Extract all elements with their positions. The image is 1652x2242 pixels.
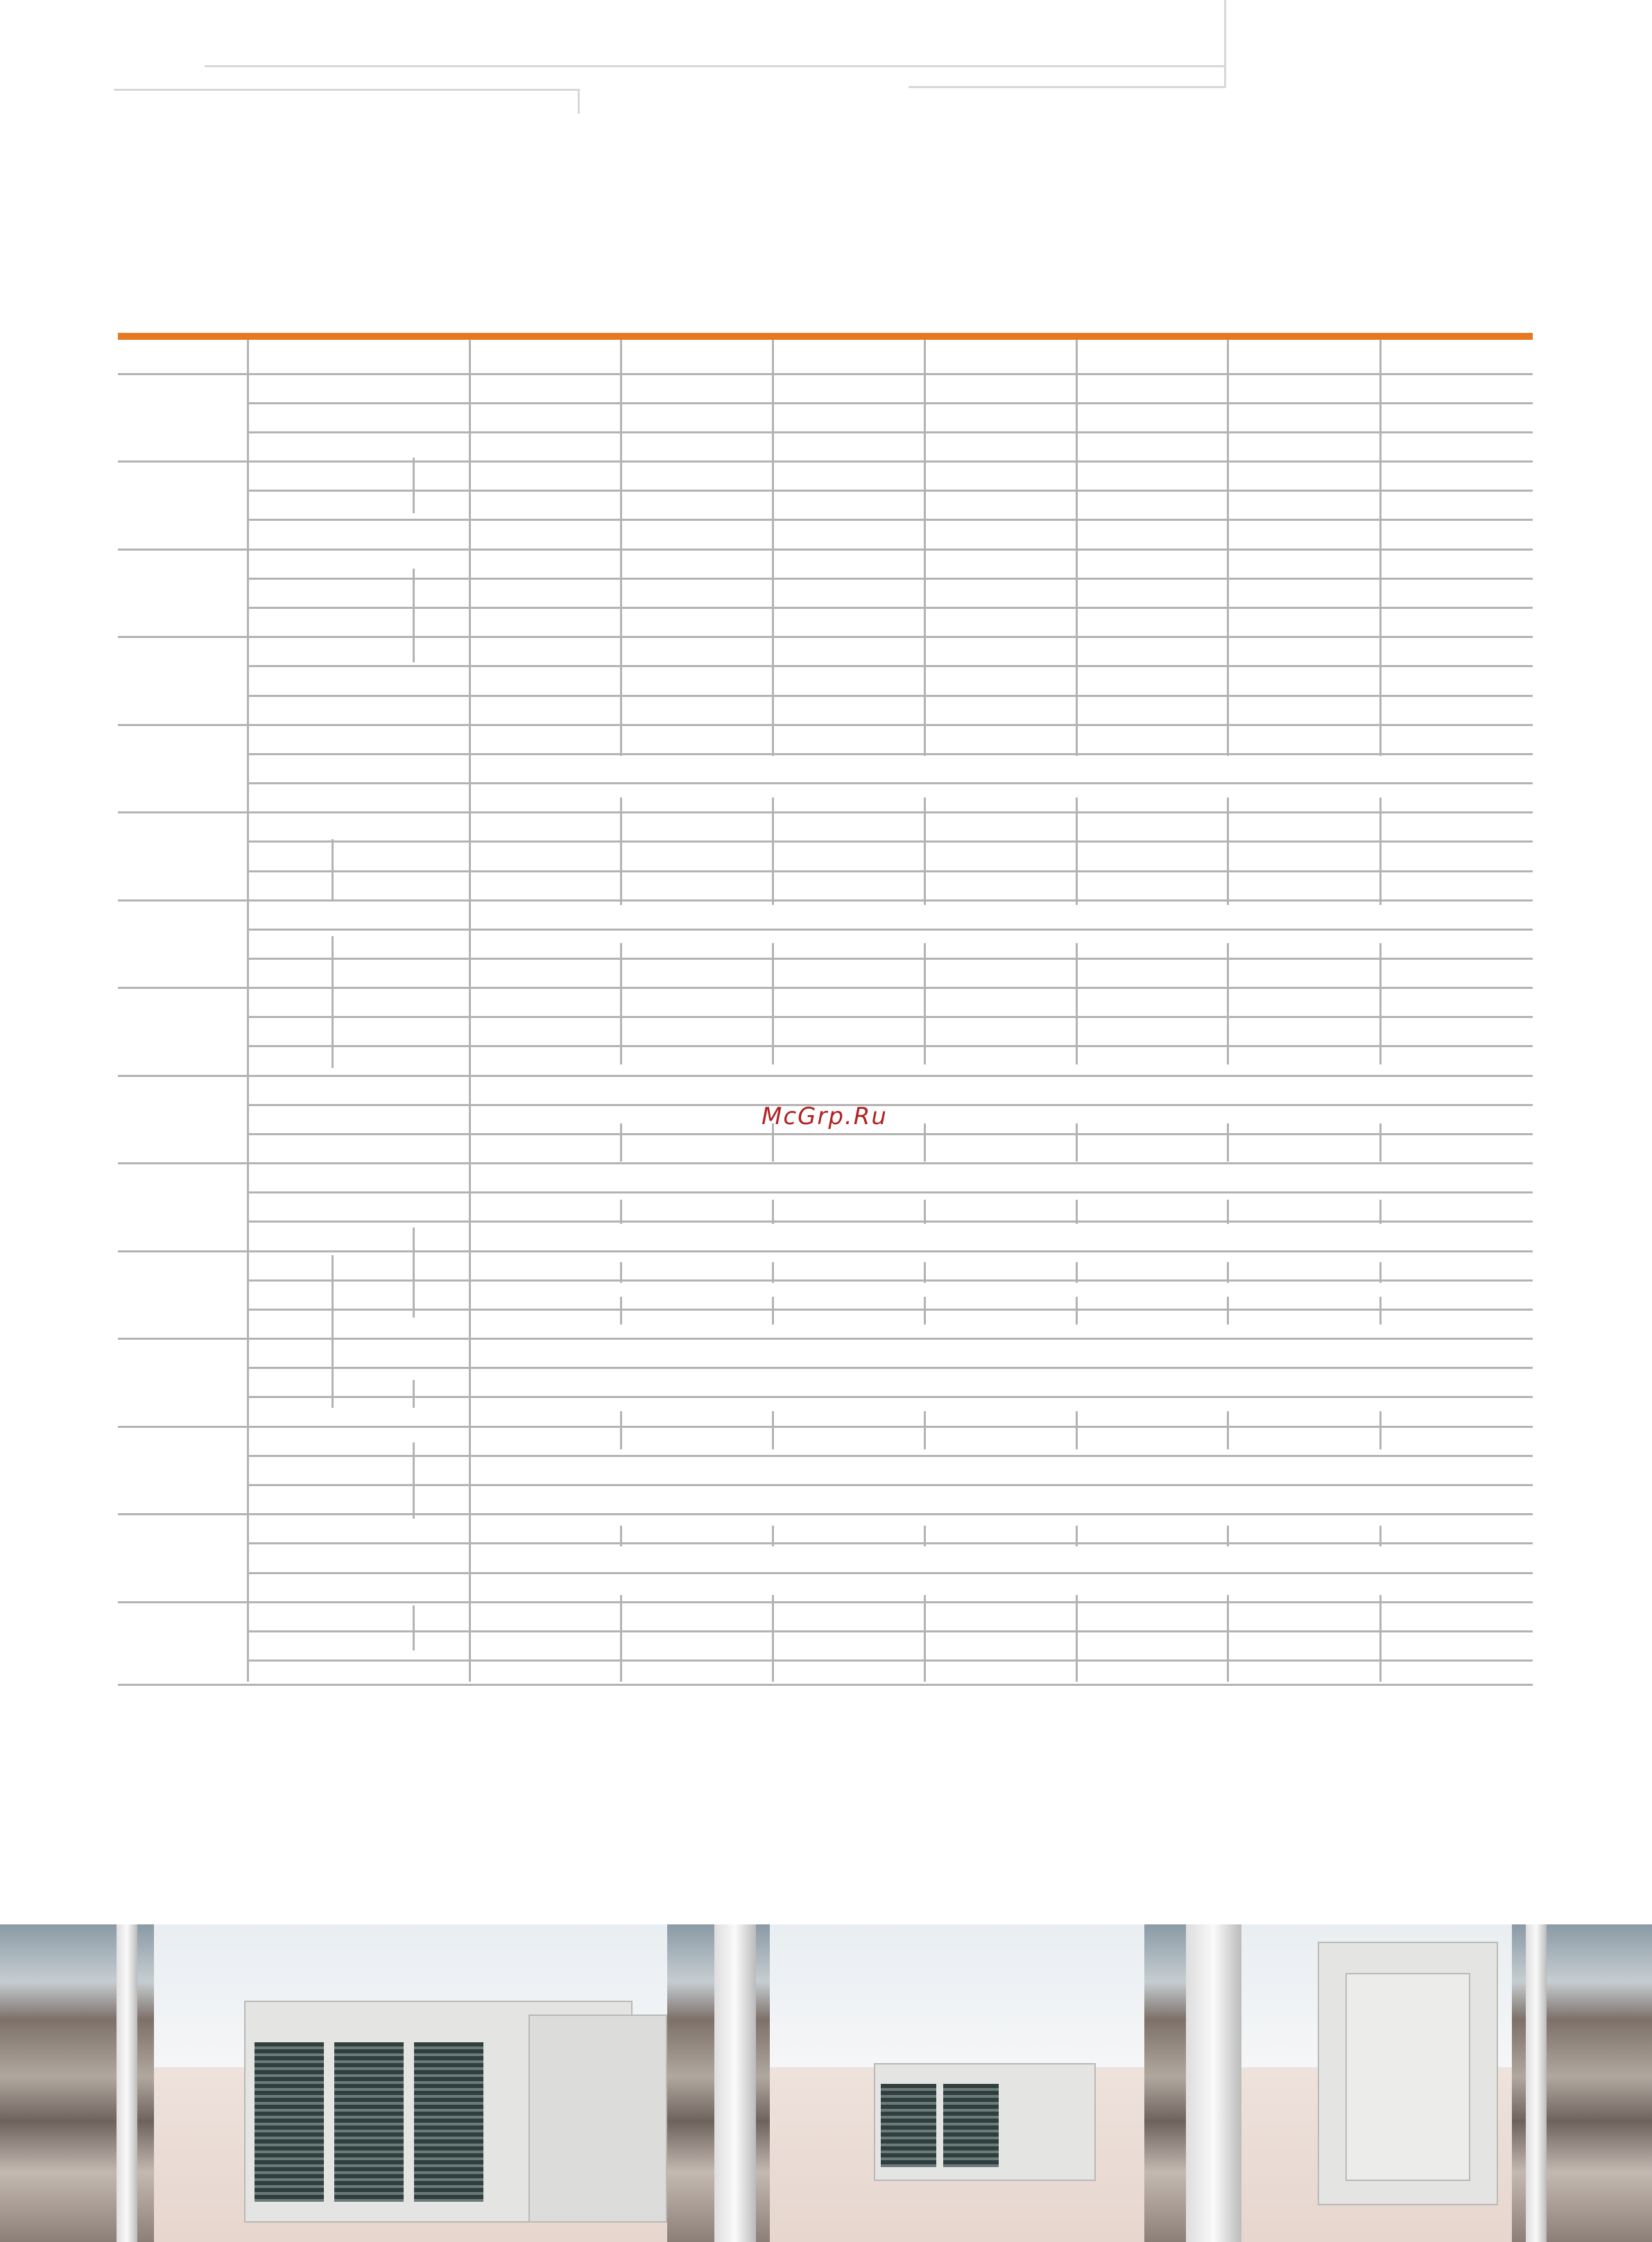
spec-table-model-divider bbox=[620, 1595, 622, 1682]
spec-table-model-divider bbox=[924, 1200, 926, 1224]
spec-table-sub-divider bbox=[332, 1255, 334, 1408]
spec-table-row-line bbox=[118, 1075, 1533, 1077]
spec-table-row-line bbox=[247, 578, 1533, 580]
spec-table-row-line bbox=[118, 1250, 1533, 1252]
spec-table-row-line bbox=[247, 1104, 1533, 1106]
outdoor-units-photo bbox=[770, 1924, 1144, 2242]
spec-table-model-divider bbox=[772, 340, 774, 756]
spec-table-row-line bbox=[118, 1513, 1533, 1515]
photo-divider bbox=[1526, 1924, 1547, 2242]
spec-table-model-divider bbox=[620, 340, 622, 756]
spec-table-model-divider bbox=[924, 1297, 926, 1325]
spec-table-row-line bbox=[118, 373, 1533, 375]
spec-table-model-divider bbox=[1227, 1262, 1229, 1283]
spec-table-model-divider bbox=[1227, 1200, 1229, 1224]
photo-divider bbox=[1186, 1924, 1241, 2242]
spec-table-row-line bbox=[247, 607, 1533, 609]
header-rule-left bbox=[114, 89, 580, 91]
spec-table-sub-divider bbox=[413, 1442, 415, 1519]
spec-table-row-line bbox=[247, 1309, 1533, 1311]
spec-table-model-divider bbox=[1379, 1200, 1382, 1224]
spec-table-row-line bbox=[247, 753, 1533, 755]
spec-table-row-line bbox=[247, 958, 1533, 960]
spec-table-sub-divider bbox=[413, 569, 415, 662]
header-rule-left-vertical bbox=[578, 89, 580, 114]
spec-table-model-divider bbox=[1379, 1526, 1382, 1546]
watermark: McGrp.Ru bbox=[762, 1103, 888, 1130]
spec-table-row-line bbox=[247, 1133, 1533, 1135]
spec-table-model-divider bbox=[1379, 1411, 1382, 1449]
header-rule-top bbox=[205, 65, 1225, 67]
spec-table-model-divider bbox=[772, 1200, 774, 1224]
spec-table-row-line bbox=[118, 1601, 1533, 1603]
spec-table-model-divider bbox=[620, 943, 622, 1064]
spec-table-row-line bbox=[247, 1016, 1533, 1018]
spec-table-model-divider bbox=[1076, 943, 1078, 1064]
spec-table-model-divider bbox=[772, 1297, 774, 1325]
spec-table-sub-divider bbox=[332, 839, 334, 902]
spec-table-row-line bbox=[247, 431, 1533, 433]
spec-table-model-divider bbox=[924, 943, 926, 1064]
spec-table-model-divider bbox=[1076, 797, 1078, 905]
spec-table-model-divider bbox=[772, 1411, 774, 1449]
spec-table-row-line bbox=[247, 1630, 1533, 1632]
spec-table-row-line bbox=[118, 1338, 1533, 1340]
spec-table-row-line bbox=[247, 1221, 1533, 1223]
spec-table-sub-divider bbox=[413, 1605, 415, 1650]
spec-table-row-line bbox=[247, 870, 1533, 872]
spec-table-model-divider bbox=[1076, 1595, 1078, 1682]
spec-table-row-line bbox=[118, 724, 1533, 726]
spec-table-row-line bbox=[118, 1426, 1533, 1428]
spec-table-model-divider bbox=[1076, 340, 1078, 756]
spec-table-row-line bbox=[247, 1191, 1533, 1193]
spec-table-model-divider bbox=[1379, 1595, 1382, 1682]
spec-table-row-line bbox=[247, 1279, 1533, 1282]
spec-table-row-line bbox=[247, 695, 1533, 697]
spec-table-model-divider bbox=[924, 1595, 926, 1682]
spec-table-row-line bbox=[247, 519, 1533, 521]
spec-table-row-line bbox=[247, 1396, 1533, 1398]
spec-table-row-line bbox=[118, 1684, 1533, 1686]
spec-table-model-divider bbox=[1076, 1411, 1078, 1449]
spec-table-model-divider bbox=[1379, 797, 1382, 905]
spec-table-model-divider bbox=[1227, 1297, 1229, 1325]
spec-table-model-divider bbox=[772, 1526, 774, 1546]
spec-table-model-divider bbox=[924, 1123, 926, 1162]
outdoor-units-photo bbox=[1241, 1924, 1512, 2242]
spec-table-model-divider bbox=[1227, 1526, 1229, 1546]
spec-table-row-line bbox=[247, 665, 1533, 667]
spec-table-model-divider bbox=[1076, 1262, 1078, 1283]
spec-table-model-divider bbox=[1076, 1297, 1078, 1325]
spec-table-row-line bbox=[247, 1659, 1533, 1662]
spec-table-row-line bbox=[247, 1455, 1533, 1457]
spec-table-model-divider bbox=[772, 1595, 774, 1682]
spec-table-row-line bbox=[247, 402, 1533, 404]
spec-table-label-divider bbox=[469, 340, 471, 1682]
spec-table-model-divider bbox=[620, 1297, 622, 1325]
spec-table-row-line bbox=[118, 811, 1533, 813]
spec-table-sub-divider bbox=[413, 1380, 415, 1408]
spec-table-row-line bbox=[247, 1542, 1533, 1544]
photo-divider bbox=[714, 1924, 756, 2242]
spec-table-model-divider bbox=[924, 1262, 926, 1283]
spec-table-row-line bbox=[118, 899, 1533, 902]
spec-table-row-line bbox=[118, 549, 1533, 551]
spec-table-model-divider bbox=[772, 943, 774, 1064]
spec-table-model-divider bbox=[1379, 1262, 1382, 1283]
spec-table-row-line bbox=[247, 1367, 1533, 1369]
photo-divider bbox=[117, 1924, 137, 2242]
spec-table-model-divider bbox=[620, 1200, 622, 1224]
spec-table-row-line bbox=[118, 1162, 1533, 1164]
outdoor-units-photo bbox=[154, 1924, 667, 2242]
spec-table-model-divider bbox=[620, 1123, 622, 1162]
spec-table-model-divider bbox=[1227, 943, 1229, 1064]
spec-table-model-divider bbox=[1227, 797, 1229, 905]
spec-table-row-line bbox=[118, 987, 1533, 989]
spec-table-model-divider bbox=[620, 797, 622, 905]
spec-table-model-divider bbox=[924, 340, 926, 756]
spec-table-model-divider bbox=[1076, 1526, 1078, 1546]
spec-table-row-line bbox=[247, 782, 1533, 784]
spec-table-model-divider bbox=[1227, 1411, 1229, 1449]
spec-table-model-divider bbox=[1379, 943, 1382, 1064]
photo-strip bbox=[0, 1924, 1652, 2242]
spec-table-model-divider bbox=[1227, 1123, 1229, 1162]
spec-table-row-line bbox=[118, 636, 1533, 638]
spec-table-model-divider bbox=[924, 797, 926, 905]
spec-table-model-divider bbox=[1076, 1200, 1078, 1224]
spec-table-model-divider bbox=[1227, 1595, 1229, 1682]
spec-table-model-divider bbox=[1379, 1297, 1382, 1325]
spec-table-sub-divider bbox=[413, 1227, 415, 1318]
spec-table-model-divider bbox=[1379, 1123, 1382, 1162]
spec-table-row-line bbox=[118, 460, 1533, 463]
spec-table-model-divider bbox=[1076, 1123, 1078, 1162]
spec-table-sub-divider bbox=[413, 458, 415, 513]
spec-table-row-line bbox=[247, 490, 1533, 492]
header-rule-second bbox=[909, 86, 1226, 88]
spec-table-model-divider bbox=[620, 1526, 622, 1546]
spec-table-model-divider bbox=[620, 1262, 622, 1283]
spec-table-row-line bbox=[247, 1484, 1533, 1486]
spec-table-model-divider bbox=[924, 1526, 926, 1546]
spec-table-model-divider bbox=[924, 1411, 926, 1449]
spec-table-model-divider bbox=[620, 1411, 622, 1449]
spec-table-model-divider bbox=[1227, 340, 1229, 756]
spec-table-label-divider bbox=[247, 340, 249, 1682]
spec-table-row-line bbox=[247, 1572, 1533, 1574]
spec-table-row-line bbox=[247, 840, 1533, 843]
spec-table-row-line bbox=[247, 929, 1533, 931]
spec-table-sub-divider bbox=[332, 936, 334, 1068]
spec-table-model-divider bbox=[772, 797, 774, 905]
spec-table-model-divider bbox=[772, 1262, 774, 1283]
spec-table bbox=[118, 333, 1533, 1677]
spec-table-model-divider bbox=[1379, 340, 1382, 756]
header-rule-top-vertical bbox=[1224, 0, 1226, 87]
spec-table-row-line bbox=[247, 1045, 1533, 1047]
